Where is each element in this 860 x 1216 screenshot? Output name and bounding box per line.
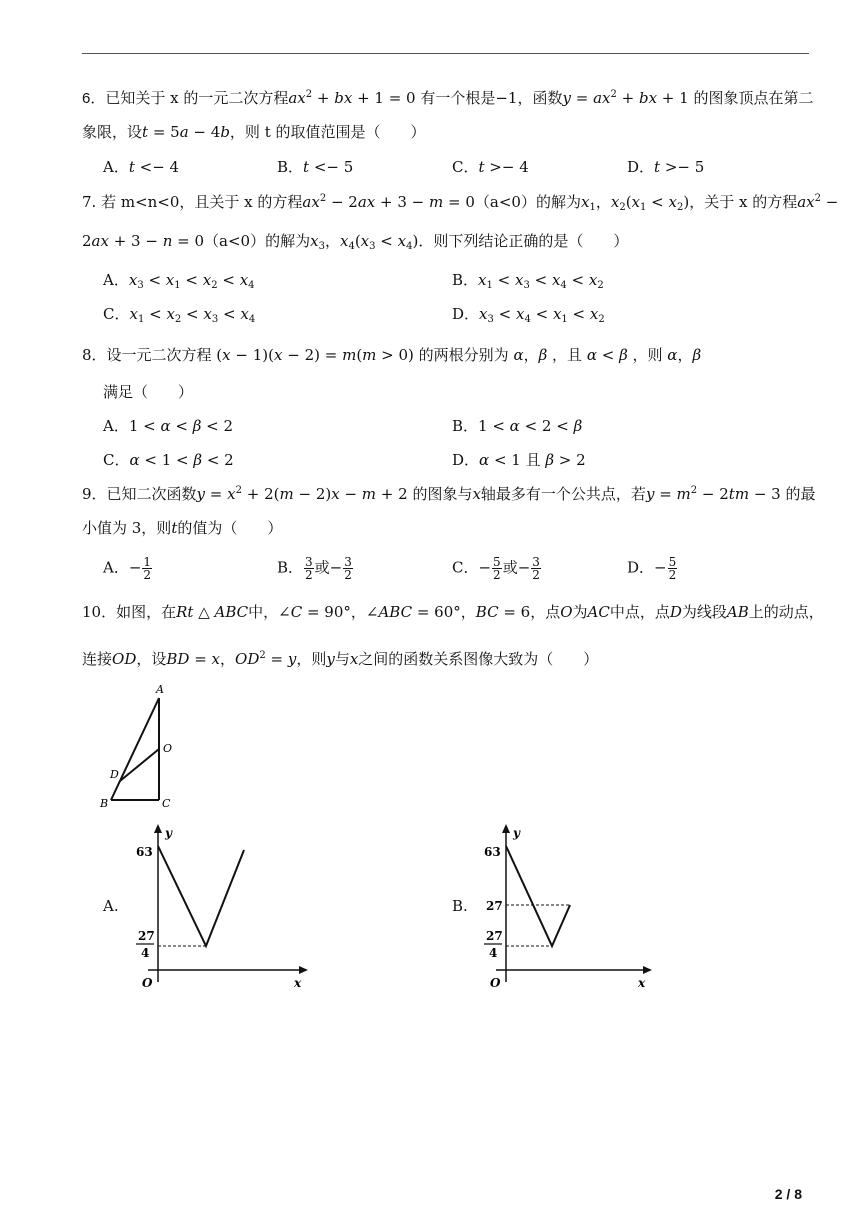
segment-od (120, 749, 159, 781)
graph-a-x-label: x (294, 976, 302, 990)
q7-option-c: C．$x_1 < x_2 < x_3 < x_4$ (103, 305, 256, 325)
side-ab (111, 698, 159, 800)
graph-a-tick-27-num: 27 (138, 929, 155, 943)
graph-a-y-label: y (165, 826, 172, 840)
graph-b-curve (506, 846, 570, 946)
header-rule (82, 53, 809, 54)
graph-b-tick-27-num: 27 (486, 929, 503, 943)
q8-option-c: C．α < 1 < β < 2 (103, 451, 234, 469)
page-number: 2 / 8 (774, 1186, 802, 1202)
label-c: C (162, 797, 171, 810)
graph-b-tick-4-den: 4 (489, 946, 498, 960)
graph-a-origin: O (142, 976, 153, 990)
q8-option-b: B．1 < α < 2 < β (452, 417, 583, 435)
q10-line1: 10．如图，在Rt △ ABC中，∠C = 90°，∠ABC = 60°，BC = 6，点O为AC中点，点D为线段AB上的动点， (82, 603, 824, 621)
q8-line2: 满足（ ） (103, 383, 194, 401)
q9-option-b: B． $\frac{3}{2}$ 或− $\frac{3}{2}$ (277, 555, 352, 582)
q7-option-a: A．$x_3 < x_1 < x_2 < x_4$ (103, 271, 255, 291)
q9-line1: 9．已知二次函数$y = x^2 + 2(m - 2)x - m + 2$ 的图象与x轴最多有一个公共点，若$y = m^2 - 2tm - 3$ 的最 (82, 485, 816, 503)
q7-option-b: B．$x_1 < x_3 < x_4 < x_2$ (452, 271, 604, 291)
label-o: O (163, 742, 173, 755)
q6-option-b: B．t <− 5 (277, 158, 354, 176)
graph-b-y-label: y (513, 826, 520, 840)
q6-option-d: D．t >− 5 (627, 158, 705, 176)
label-a: A (156, 683, 164, 696)
graph-a-y-arrow (154, 824, 162, 833)
graph-a-tick-63: 63 (136, 845, 153, 859)
label-b: B (100, 797, 109, 810)
graph-a-tick-4-den: 4 (141, 946, 150, 960)
q6-option-c: C．t >− 4 (452, 158, 529, 176)
q8-line1: 8．设一元二次方程 (x − 1)(x − 2) = m(m > 0) 的两根分别为 α，β ，且 α < β ，则 α，β (82, 346, 702, 364)
graph-b-origin: O (490, 976, 501, 990)
q6-option-a: A．t <− 4 (103, 158, 180, 176)
graph-b (478, 822, 663, 994)
q7-line1: 7. 若 m<n<0，且关于 x 的方程$ax^2 - 2ax + 3 - m = 0(a<0)$的解为$x_1$，$x_2(x_1 < x_2)$，关于 x 的方程$ax^2$ − (82, 193, 839, 213)
q9-option-d: D．− $\frac{5}{2}$ (627, 555, 677, 582)
graph-b-y-arrow (502, 824, 510, 833)
label-d: D (110, 768, 119, 781)
graph-b-x-arrow (643, 966, 652, 974)
graph-a (130, 822, 315, 994)
q9-option-a: A．− $\frac{1}{2}$ (103, 555, 152, 582)
q9-option-c: C．− $\frac{5}{2}$ 或− $\frac{3}{2}$ (452, 555, 540, 582)
q6-line1: 6．已知关于 x 的一元二次方程$ax^2$ + bx + 1 = 0 有一个根是−1，函数$y = ax^2$ + bx + 1 的图象顶点在第二 (82, 89, 814, 107)
q8-option-d: D．α < 1 且 β > 2 (452, 451, 586, 469)
q8-option-a: A．1 < α < β < 2 (103, 417, 234, 435)
q10-line2: 连接OD，设BD = x，$OD^2 = y$，则y与x之间的函数关系图像大致为（ ） (82, 650, 599, 668)
q7-option-d: D．$x_3 < x_4 < x_1 < x_2$ (452, 305, 605, 325)
triangle-figure (95, 680, 195, 812)
graph-a-x-arrow (299, 966, 308, 974)
graph-a-curve (158, 846, 244, 946)
graph-b-label: B. (452, 897, 468, 915)
graph-a-label: A. (103, 897, 119, 915)
q9-line2: 小值为 3，则t的值为（ ） (82, 519, 283, 537)
graph-b-x-label: x (638, 976, 646, 990)
graph-b-tick-27: 27 (486, 899, 503, 913)
q6-line2: 象限，设t = 5a − 4b，则 t 的取值范围是（ ） (82, 123, 426, 141)
q7-line2: 2ax + 3 − n = 0（a<0）的解为$x_3$，$x_4(x_3 < x_4)$．则下列结论正确的是（ ） (82, 232, 629, 252)
graph-b-tick-63: 63 (484, 845, 501, 859)
